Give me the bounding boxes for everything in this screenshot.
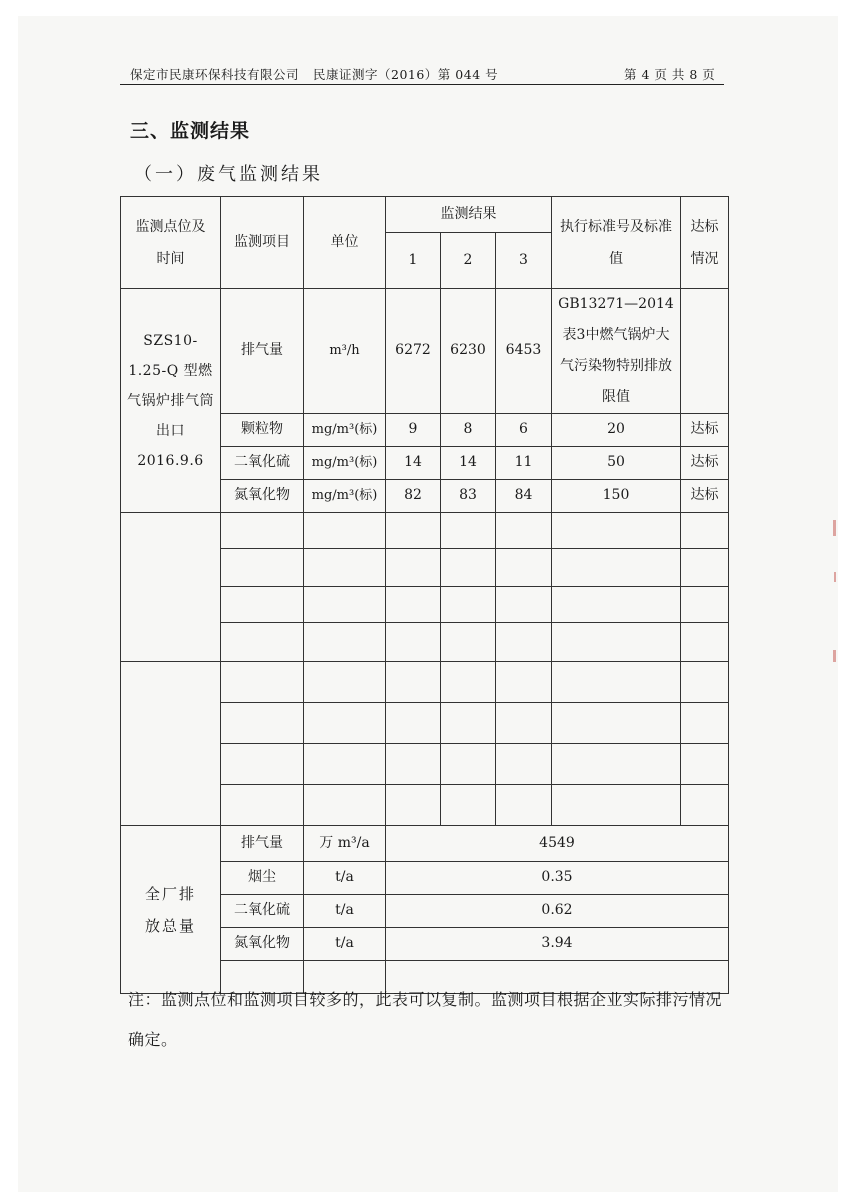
header-location: 监测点位及时间 [121, 197, 221, 289]
total-item: 氮氧化物 [221, 928, 304, 961]
total-item: 烟尘 [221, 862, 304, 895]
row-compliance: 达标 [681, 414, 729, 447]
header-company: 保定市民康环保科技有限公司 [130, 67, 300, 82]
row-value-1: 14 [386, 447, 441, 480]
row-standard: 20 [552, 414, 681, 447]
row-unit: m³/h [304, 289, 386, 414]
row-item: 颗粒物 [221, 414, 304, 447]
total-unit: t/a [304, 862, 386, 895]
table-footnote: 注：监测点位和监测项目较多的，此表可以复制。监测项目根据企业实际排污情况确定。 [128, 990, 723, 1049]
totals-row [121, 826, 729, 862]
scan-mark [833, 520, 836, 536]
row-value-3: 11 [496, 447, 552, 480]
exhaust-gas-results-table [120, 196, 729, 994]
row-item: 排气量 [221, 289, 304, 414]
section-title: 三、监测结果 [130, 120, 251, 142]
row-value-3: 6453 [496, 289, 552, 414]
header-run-2: 2 [441, 233, 496, 289]
row-value-1: 6272 [386, 289, 441, 414]
header-report-number: 民康证测字（2016）第 044 号 [313, 67, 499, 82]
row-standard: 50 [552, 447, 681, 480]
header-item: 监测项目 [221, 197, 304, 289]
total-unit: t/a [304, 928, 386, 961]
total-value: 0.62 [386, 895, 729, 928]
header-unit: 单位 [304, 197, 386, 289]
total-item: 二氧化硫 [221, 895, 304, 928]
row-value-2: 8 [441, 414, 496, 447]
row-unit: mg/m³(标) [304, 480, 386, 513]
scan-mark [834, 572, 836, 582]
header-rule [120, 84, 724, 85]
header-run-1: 1 [386, 233, 441, 289]
header-page-number: 第 4 页 共 8 页 [624, 67, 716, 82]
subsection-title: （一）废气监测结果 [134, 164, 323, 185]
blank-row [121, 662, 729, 703]
total-value: 3.94 [386, 928, 729, 961]
row-value-2: 6230 [441, 289, 496, 414]
total-value: 0.35 [386, 862, 729, 895]
row-compliance [681, 289, 729, 414]
sampling-location: SZS10-1.25-Q 型燃气锅炉排气筒出口 2016.9.6 [121, 289, 221, 513]
row-standard: GB13271—2014表3中燃气锅炉大气污染物特别排放限值 [552, 289, 681, 414]
row-unit: mg/m³(标) [304, 447, 386, 480]
row-value-2: 14 [441, 447, 496, 480]
blank-row [121, 513, 729, 549]
row-standard: 150 [552, 480, 681, 513]
row-compliance: 达标 [681, 480, 729, 513]
total-unit: t/a [304, 895, 386, 928]
table-row [121, 289, 729, 414]
total-unit: 万 m³/a [304, 826, 386, 862]
scan-mark [833, 650, 836, 662]
row-compliance: 达标 [681, 447, 729, 480]
totals-label: 全厂排放总量 [121, 826, 221, 994]
header-run-3: 3 [496, 233, 552, 289]
header-standard: 执行标准号及标准值 [552, 197, 681, 289]
row-value-3: 84 [496, 480, 552, 513]
total-item: 排气量 [221, 826, 304, 862]
header-results: 监测结果 [386, 197, 552, 233]
row-item: 氮氧化物 [221, 480, 304, 513]
row-value-1: 9 [386, 414, 441, 447]
row-item: 二氧化硫 [221, 447, 304, 480]
row-unit: mg/m³(标) [304, 414, 386, 447]
row-value-1: 82 [386, 480, 441, 513]
total-value: 4549 [386, 826, 729, 862]
header-compliance: 达标情况 [681, 197, 729, 289]
row-value-3: 6 [496, 414, 552, 447]
row-value-2: 83 [441, 480, 496, 513]
